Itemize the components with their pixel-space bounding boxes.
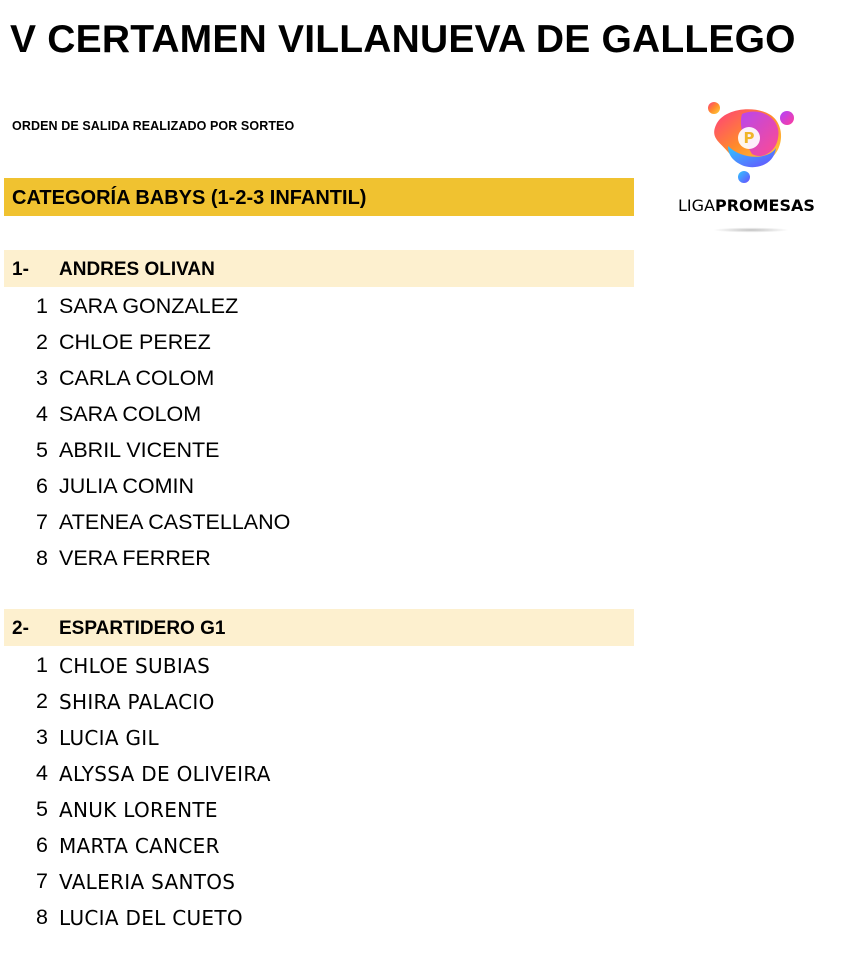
participant-name: VERA FERRER: [59, 546, 211, 570]
participant-name: ALYSSA DE OLIVEIRA: [59, 762, 271, 786]
order-number: 4: [36, 402, 48, 426]
order-number: 7: [36, 869, 48, 893]
order-number: 8: [36, 905, 48, 929]
order-number: 5: [36, 438, 48, 462]
logo-text-liga: LIGA: [678, 196, 715, 215]
order-number: 1: [36, 294, 48, 318]
order-number: 5: [36, 797, 48, 821]
participant-name: SHIRA PALACIO: [59, 690, 215, 714]
group-number: 1-: [12, 259, 29, 280]
participant-name: LUCIA DEL CUETO: [59, 906, 243, 930]
order-number: 3: [36, 366, 48, 390]
participant-name: LUCIA GIL: [59, 726, 159, 750]
logo-wordmark: [678, 196, 815, 215]
group-header: [4, 609, 634, 646]
group-number: 2-: [12, 618, 29, 639]
participant-name: CHLOE PEREZ: [59, 330, 211, 354]
order-number: 8: [36, 546, 48, 570]
participant-name: SARA COLOM: [59, 402, 202, 426]
group-name: ESPARTIDERO G1: [59, 618, 226, 639]
order-number: 4: [36, 761, 48, 785]
group-name: ANDRES OLIVAN: [59, 259, 215, 280]
category-label: CATEGORÍA BABYS (1-2-3 INFANTIL): [12, 187, 367, 209]
participant-name: ANUK LORENTE: [59, 798, 218, 822]
order-number: 2: [36, 330, 48, 354]
order-number: 3: [36, 725, 48, 749]
participant-name: CHLOE SUBIAS: [59, 654, 211, 678]
draw-order-note: ORDEN DE SALIDA REALIZADO POR SORTEO: [12, 119, 295, 133]
participant-name: CARLA COLOM: [59, 366, 215, 390]
order-number: 7: [36, 510, 48, 534]
logo-text-promesas: PROMESAS: [714, 196, 815, 215]
participant-name: VALERIA SANTOS: [59, 870, 236, 894]
order-number: 6: [36, 474, 48, 498]
page-title: V CERTAMEN VILLANUEVA DE GALLEGO: [10, 18, 796, 61]
category-banner: [4, 178, 634, 216]
order-number: 2: [36, 689, 48, 713]
participant-name: JULIA COMIN: [59, 474, 194, 498]
group-header: [4, 250, 634, 287]
participant-name: SARA GONZALEZ: [59, 294, 239, 318]
order-number: 6: [36, 833, 48, 857]
svg-text:P: P: [743, 129, 755, 147]
participant-name: MARTA CANCER: [59, 834, 220, 858]
participant-name: ATENEA CASTELLANO: [59, 510, 291, 534]
participant-name: ABRIL VICENTE: [59, 438, 220, 462]
order-number: 1: [36, 653, 48, 677]
